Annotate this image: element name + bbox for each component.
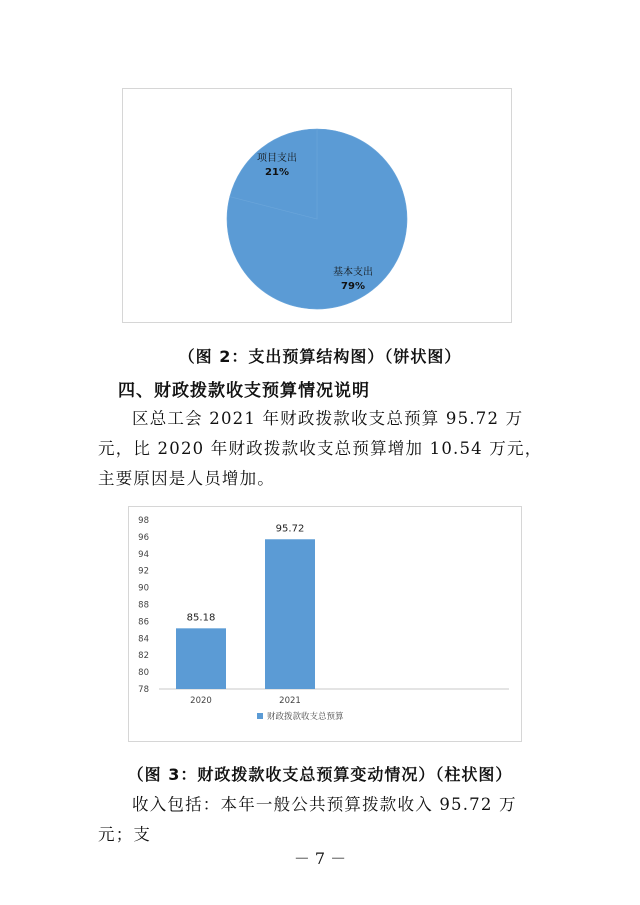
y-tick-label: 94 [138, 549, 149, 560]
y-tick-label: 92 [138, 566, 149, 577]
bar-chart-frame [128, 506, 522, 742]
y-tick-label: 90 [138, 583, 149, 594]
legend-label: 财政拨款收支总预算 [267, 712, 344, 722]
y-tick-label: 88 [138, 600, 149, 611]
y-tick-label: 98 [138, 516, 149, 526]
y-tick-label: 86 [138, 617, 149, 628]
y-tick-label: 84 [138, 634, 149, 645]
paragraph-income: 收入包括：本年一般公共预算拨款收入 95.72 万元；支 [98, 795, 517, 844]
pie-chart-frame [122, 88, 512, 323]
section-heading: 四、财政拨款收支预算情况说明 [118, 381, 370, 401]
figure-2-caption: （图 2：支出预算结构图）（饼状图） [178, 347, 462, 366]
bar-2021 [265, 539, 315, 689]
y-tick-label: 82 [138, 651, 149, 662]
legend-swatch [257, 713, 263, 719]
paragraph-budget: 区总工会 2021 年财政拨款收支总预算 95.72 万元，比 2020 年财政拨款收支总预算增加 10.54 万元，主要原因是人员增加。 [98, 409, 543, 488]
y-tick-label: 78 [138, 685, 149, 695]
pie-label-basic: 基本支出 [333, 267, 373, 278]
bar-chart [129, 507, 521, 741]
page-number: － 7 － [293, 849, 347, 868]
figure-3-caption: （图 3：财政拨款收支总预算变动情况）（柱状图） [127, 765, 513, 784]
x-tick-label: 2020 [190, 696, 212, 706]
bar-2020 [176, 628, 226, 689]
bar-data-label: 85.18 [186, 612, 216, 624]
pie-label-project: 项目支出 [257, 153, 297, 164]
pie-percent-basic: 79% [341, 281, 365, 292]
pie-chart [123, 89, 511, 322]
x-tick-label: 2021 [279, 696, 301, 706]
pie-percent-project: 21% [265, 167, 289, 178]
y-tick-label: 80 [138, 668, 149, 679]
y-tick-label: 96 [138, 532, 149, 543]
bar-data-label: 95.72 [275, 523, 305, 535]
